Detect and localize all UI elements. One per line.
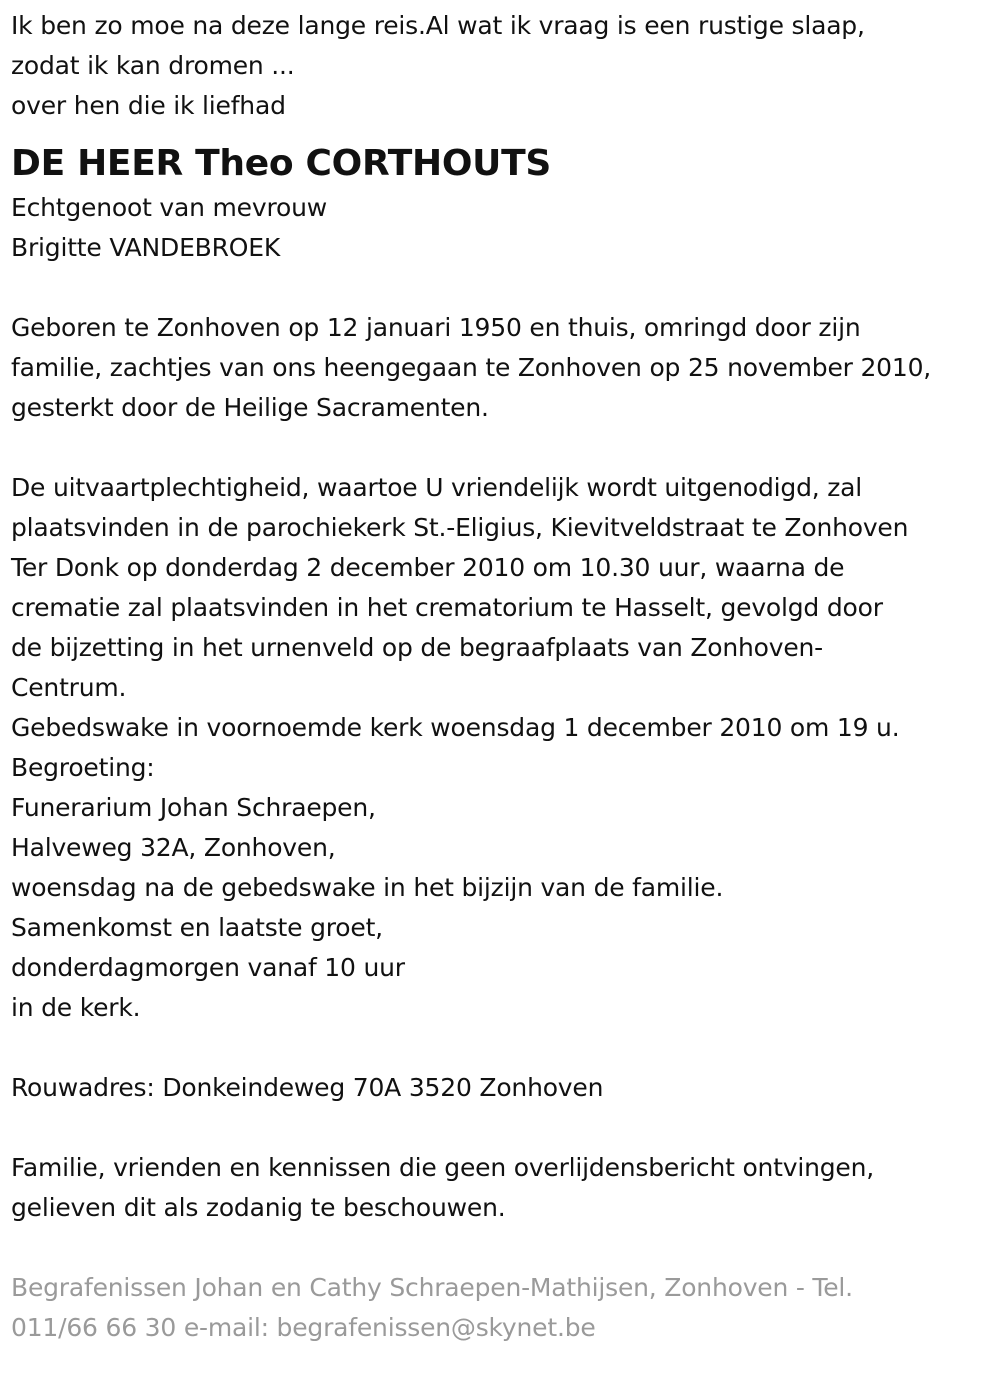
paragraph-line: donderdagmorgen vanaf 10 uur (11, 953, 405, 982)
ceremony-paragraph (11, 468, 996, 1028)
spacer (11, 268, 996, 308)
notice-paragraph (11, 1148, 996, 1228)
deceased-name: DE HEER Theo CORTHOUTS (11, 143, 551, 184)
paragraph-line: Begroeting: (11, 753, 155, 782)
obituary-notice (11, 6, 996, 1348)
footer-line: 011/66 66 30 e-mail: begrafenissen@skynet.be (11, 1313, 596, 1342)
spacer (11, 1228, 996, 1268)
footer-line: Begrafenissen Johan en Cathy Schraepen-Mathijsen, Zonhoven - Tel. (11, 1273, 853, 1302)
paragraph-line: plaatsvinden in de parochiekerk St.-Eligius, Kievitveldstraat te Zonhoven (11, 513, 909, 542)
spouse-info (11, 188, 996, 268)
spouse-line: Brigitte VANDEBROEK (11, 233, 281, 262)
paragraph-line: familie, zachtjes van ons heengegaan te Zonhoven op 25 november 2010, (11, 353, 932, 382)
paragraph-line: Halveweg 32A, Zonhoven, (11, 833, 336, 862)
paragraph-line: crematie zal plaatsvinden in het crematorium te Hasselt, gevolgd door (11, 593, 883, 622)
mourning-address: Rouwadres: Donkeindeweg 70A 3520 Zonhoven (11, 1073, 604, 1102)
poem (11, 6, 996, 126)
paragraph-line: Ter Donk op donderdag 2 december 2010 om 10.30 uur, waarna de (11, 553, 845, 582)
funeral-home-footer (11, 1268, 996, 1348)
paragraph-line: woensdag na de gebedswake in het bijzijn van de familie. (11, 873, 724, 902)
paragraph-line: Familie, vrienden en kennissen die geen overlijdensbericht ontvingen, (11, 1153, 875, 1182)
spacer (11, 428, 996, 468)
paragraph-line: in de kerk. (11, 993, 141, 1022)
spouse-line: Echtgenoot van mevrouw (11, 193, 327, 222)
paragraph-line: De uitvaartplechtigheid, waartoe U vriendelijk wordt uitgenodigd, zal (11, 473, 863, 502)
paragraph-line: gelieven dit als zodanig te beschouwen. (11, 1193, 506, 1222)
paragraph-line: Geboren te Zonhoven op 12 januari 1950 en thuis, omringd door zijn (11, 313, 861, 342)
spacer (11, 1028, 996, 1068)
poem-line: over hen die ik liefhad (11, 91, 286, 120)
spacer (11, 1108, 996, 1148)
paragraph-line: Centrum. (11, 673, 127, 702)
paragraph-line: Funerarium Johan Schraepen, (11, 793, 376, 822)
birth-death-paragraph (11, 308, 996, 428)
paragraph-line: gesterkt door de Heilige Sacramenten. (11, 393, 489, 422)
paragraph-line: Gebedswake in voornoemde kerk woensdag 1 december 2010 om 19 u. (11, 713, 900, 742)
paragraph-line: de bijzetting in het urnenveld op de begraafplaats van Zonhoven- (11, 633, 824, 662)
poem-line: zodat ik kan dromen ... (11, 51, 295, 80)
poem-line: Ik ben zo moe na deze lange reis.Al wat ik vraag is een rustige slaap, (11, 11, 865, 40)
paragraph-line: Samenkomst en laatste groet, (11, 913, 383, 942)
